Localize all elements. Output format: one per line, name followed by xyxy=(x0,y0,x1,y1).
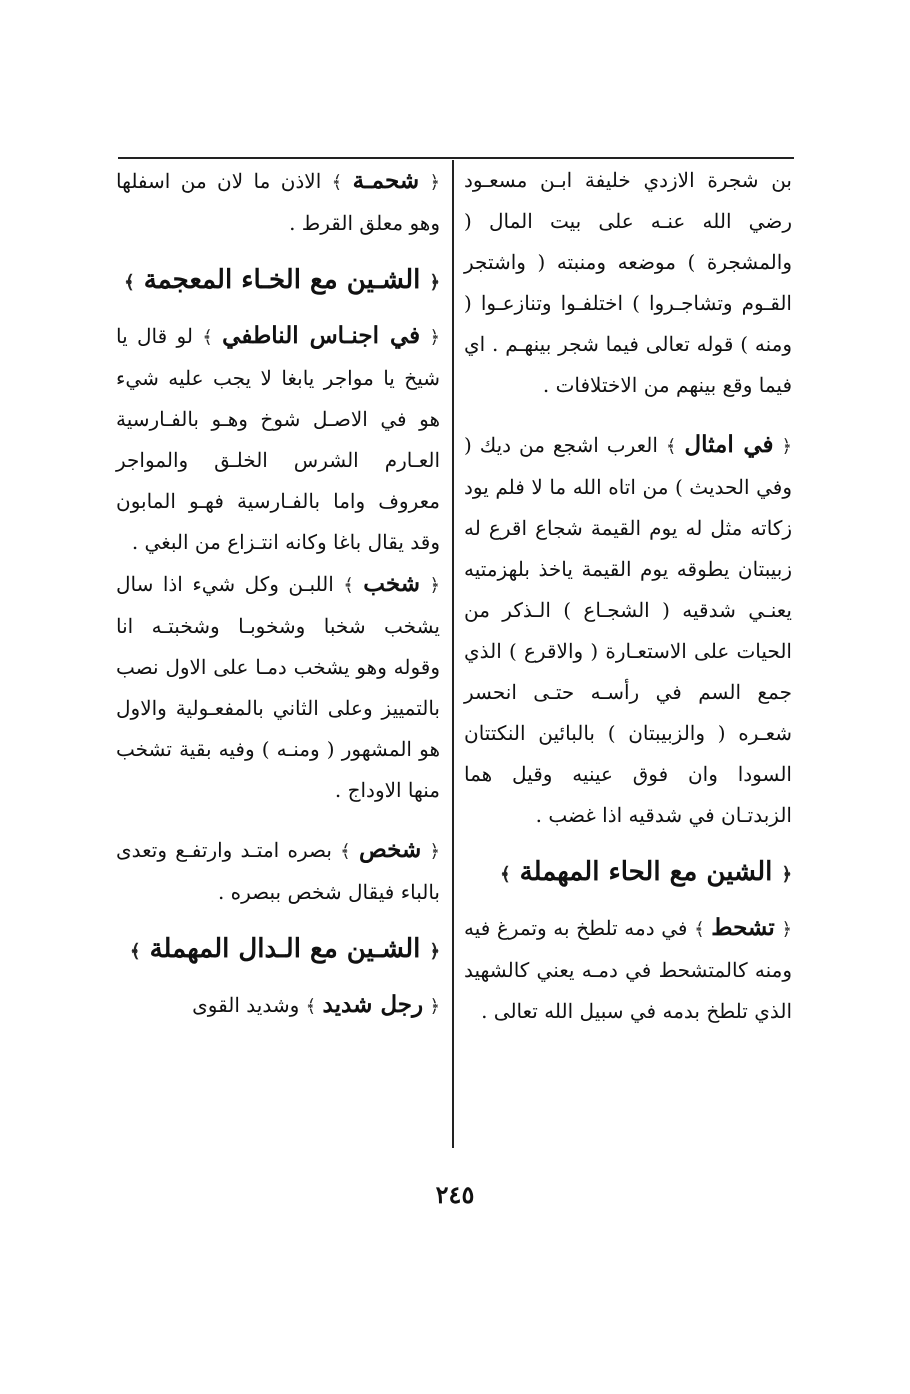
right-column xyxy=(464,160,792,1032)
left-paragraph-4 xyxy=(116,829,440,913)
entry-term: رجل شديد xyxy=(322,991,424,1018)
entry-text: بصره امتـد وارتفـع وتعدى بالباء فيقال شخص ببصره . xyxy=(116,838,440,904)
ornament-close: ﴾ xyxy=(694,919,705,940)
right-paragraph-2 xyxy=(464,424,792,836)
left-paragraph-1 xyxy=(116,160,440,244)
page-number: ٢٤٥ xyxy=(435,1180,475,1209)
section-heading xyxy=(116,254,440,309)
ornament-open: ﴿ xyxy=(429,272,440,293)
entry-term: في اجنـاس الناطفي xyxy=(222,322,421,349)
ornament-open: ﴿ xyxy=(429,575,441,596)
entry-text: لو قال يا شيخ يا مواجر يابغا لا يجب عليه شيء هو في الاصـل شوخ وهـو بالفـارسية العـارم الشرس الخلـق والمواجر معروف واما بالفـارسية فهـو المابون وقد يقال باغا وكانه انتـزاع من البغي . xyxy=(116,324,440,554)
section-heading xyxy=(464,846,792,901)
left-column xyxy=(116,160,440,1027)
ornament-close: ﴾ xyxy=(665,436,677,457)
entry-term: شحمـة xyxy=(352,167,420,194)
ornament-close: ﴾ xyxy=(340,841,351,862)
entry-text: اللبـن وكل شيء اذا سال يشخب شخبا وشخوبـا وشخبتـه انا وقوله وهو يشخب دمـا على الاول نصب بالتمييز وعلى الثاني بالمفعـولية والاول هو المشهور ( ومنـه ) وفيه بقية تشخب منها الاوداج . xyxy=(116,572,440,802)
ornament-close: ﴾ xyxy=(500,864,511,885)
entry-term: في امثال xyxy=(684,431,774,458)
ornament-open: ﴿ xyxy=(781,919,792,940)
ornament-open: ﴿ xyxy=(781,864,792,885)
ornament-open: ﴿ xyxy=(429,172,441,193)
ornament-open: ﴿ xyxy=(429,841,441,862)
ornament-close: ﴾ xyxy=(343,575,354,596)
ornament-open: ﴿ xyxy=(781,436,792,457)
column-divider xyxy=(452,160,454,1148)
entry-text: الاذن ما لان من اسفلها وهو معلق القرط . xyxy=(116,169,440,235)
entry-text: العرب اشجع من ديك ( وفي الحديث ) من اتاه الله ما لا فلم يود زكاته مثل له يوم القيمة شجاع اقرع له زبيبتان يطوقه يوم القيمة ياخذ بلهزمتيه يعنـي شدقيه ( الشجـاع ) الـذكر من الحيات على الاستعـارة ( والاقرع ) الذي جمع السم في رأسـه حتـى انحسر شعـره ( والزبيبتان ) بالبائين النكتتان السودا وان فوق عينيه وقيل هما الزبدتـان في شدقيه اذا غضب . xyxy=(464,433,792,827)
section-heading-text: الشـين مع الـدال المهملة xyxy=(149,934,421,964)
top-rule xyxy=(118,157,794,159)
entry-text: في دمه تلطخ به وتمرغ فيه ومنه كالمتشحط في دمـه يعني كالشهيد الذي تلطخ بدمه في سبيل الله تعالى . xyxy=(464,916,792,1023)
entry-term: شخب xyxy=(363,570,420,597)
ornament-open: ﴿ xyxy=(429,996,440,1017)
ornament-close: ﴾ xyxy=(305,996,317,1017)
spacer xyxy=(116,811,440,829)
ornament-close: ﴾ xyxy=(202,327,213,348)
ornament-close: ﴾ xyxy=(130,941,141,962)
left-paragraph-2 xyxy=(116,315,440,563)
right-paragraph-3 xyxy=(464,907,792,1032)
ornament-close: ﴾ xyxy=(124,272,135,293)
ornament-open: ﴿ xyxy=(429,941,440,962)
entry-term: شخص xyxy=(358,836,422,863)
spacer xyxy=(464,406,792,424)
left-paragraph-5 xyxy=(116,984,440,1027)
entry-term: تشحط xyxy=(711,914,775,941)
section-heading-text: الشـين مع الخـاء المعجمة xyxy=(143,265,421,295)
section-heading xyxy=(116,923,440,978)
entry-text: وشديد القوى xyxy=(192,993,300,1017)
left-paragraph-3 xyxy=(116,563,440,811)
ornament-open: ﴿ xyxy=(429,327,441,348)
right-paragraph-1: بن شجرة الازدي خليفة ابـن مسعـود رضي الله عنـه على بيت المال ( والمشجرة ) موضعه ومنبته ( واشتجر القـوم وتشاجـروا ) اختلفـوا وتنازعـوا ( ومنه ) قوله تعالى فيما شجر بينهـم . اي فيما وقع بينهم من الاختلافات . xyxy=(464,168,792,397)
section-heading-text: الشين مع الحاء المهملة xyxy=(519,857,773,887)
ornament-close: ﴾ xyxy=(331,172,343,193)
